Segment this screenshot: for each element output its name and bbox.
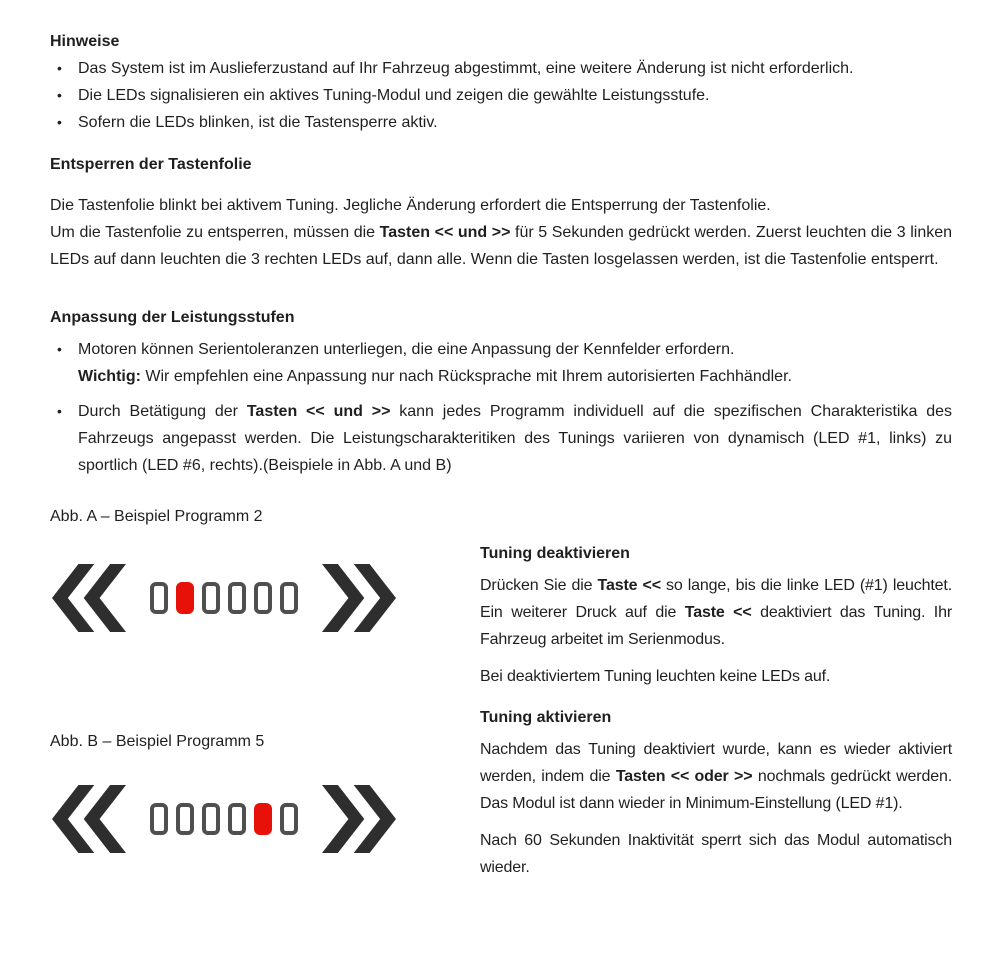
bullet-marker: • xyxy=(57,341,62,357)
led-indicator-off xyxy=(280,803,298,835)
section-anpassung xyxy=(50,304,952,479)
led-strip xyxy=(150,803,298,835)
chevron-double-right-icon xyxy=(322,785,396,853)
bullet-marker: • xyxy=(57,60,62,76)
paragraph: Die Tastenfolie blinkt bei aktivem Tuning. Jegliche Änderung erfordert die Entsperrung der Tastenfolie. xyxy=(50,197,771,214)
hinweise-list xyxy=(50,55,952,136)
list-item-text: Durch Betätigung der Tasten << und >> kann jedes Programm individuell auf die spezifischen Charakteristika des Fahrzeugs angepasst werden. Die Leistungscharakteritiken des Tunings variieren von dynamisch (LED #1, links) zu sportlich (LED #6, rechts).(Beispiele in Abb. A und B) xyxy=(78,403,952,474)
led-indicator-off xyxy=(176,803,194,835)
figure-a-led-display xyxy=(52,564,480,632)
list-item xyxy=(50,398,952,479)
list-item xyxy=(50,336,952,390)
led-strip xyxy=(150,582,298,614)
list-item xyxy=(50,82,952,109)
led-indicator-off xyxy=(254,582,272,614)
paragraph: Um die Tastenfolie zu entsperren, müssen die Tasten << und >> für 5 Sekunden gedrückt werden. Zuerst leuchten die 3 linken LEDs auf dann leuchten die 3 rechten LEDs auf, dann alle. Wenn die Tasten losgelassen werden, ist die Tastenfolie entsperrt. xyxy=(50,224,953,268)
list-item-text: Motoren können Serientoleranzen unterliegen, die eine Anpassung der Kennfelder erfordern. Wichtig: Wir empfehlen eine Anpassung nur nach Rücksprache mit Ihrem autorisierten Fachhändler. xyxy=(78,341,792,385)
figure-b-led-display xyxy=(52,785,480,853)
led-indicator-off xyxy=(228,803,246,835)
figures-and-instructions xyxy=(50,503,952,891)
paragraph: Bei deaktiviertem Tuning leuchten keine LEDs auf. xyxy=(480,668,831,685)
figures-column xyxy=(50,503,480,891)
led-indicator-off xyxy=(280,582,298,614)
chevron-double-right-icon xyxy=(322,564,396,632)
figure-a-label: Abb. A – Beispiel Programm 2 xyxy=(50,508,263,525)
entsperren-body xyxy=(50,192,952,273)
section-entsperren xyxy=(50,151,952,273)
list-item xyxy=(50,109,952,136)
led-indicator-off xyxy=(202,582,220,614)
paragraph: Nachdem das Tuning deaktiviert wurde, kann es wieder aktiviert werden, indem die Tasten << oder >> nochmals gedrückt werden. Das Modul ist dann wieder in Minimum-Einstellung (LED #1). xyxy=(480,741,952,812)
bullet-marker: • xyxy=(57,403,62,419)
led-indicator-off xyxy=(202,803,220,835)
led-indicator-on xyxy=(254,803,272,835)
section-hinweise xyxy=(50,28,952,136)
hinweise-title: Hinweise xyxy=(50,33,120,50)
paragraph: Nach 60 Sekunden Inaktivität sperrt sich das Modul automatisch wieder. xyxy=(480,832,952,876)
chevron-double-left-icon xyxy=(52,785,126,853)
document-page xyxy=(50,28,952,891)
list-item-text: Das System ist im Auslieferzustand auf Ihr Fahrzeug abgestimmt, eine weitere Änderung ist nicht erforderlich. xyxy=(78,60,854,77)
led-indicator-on xyxy=(176,582,194,614)
led-indicator-off xyxy=(228,582,246,614)
bullet-marker: • xyxy=(57,87,62,103)
instructions-column xyxy=(480,503,952,891)
list-item-text: Sofern die LEDs blinken, ist die Tastensperre aktiv. xyxy=(78,114,438,131)
tuning-deaktivieren-title: Tuning deaktivieren xyxy=(480,545,630,562)
led-indicator-off xyxy=(150,803,168,835)
anpassung-list xyxy=(50,336,952,479)
anpassung-title: Anpassung der Leistungsstufen xyxy=(50,309,295,326)
bullet-marker: • xyxy=(57,114,62,130)
paragraph: Drücken Sie die Taste << so lange, bis die linke LED (#1) leuchtet. Ein weiterer Druck auf die Taste << deaktiviert das Tuning. Ihr Fahrzeug arbeitet im Serienmodus. xyxy=(480,577,952,648)
figure-b-label: Abb. B – Beispiel Programm 5 xyxy=(50,733,265,750)
list-item-text: Die LEDs signalisieren ein aktives Tuning-Modul und zeigen die gewählte Leistungsstufe. xyxy=(78,87,710,104)
chevron-double-left-icon xyxy=(52,564,126,632)
led-indicator-off xyxy=(150,582,168,614)
entsperren-title: Entsperren der Tastenfolie xyxy=(50,156,252,173)
list-item xyxy=(50,55,952,82)
tuning-aktivieren-title: Tuning aktivieren xyxy=(480,709,612,726)
